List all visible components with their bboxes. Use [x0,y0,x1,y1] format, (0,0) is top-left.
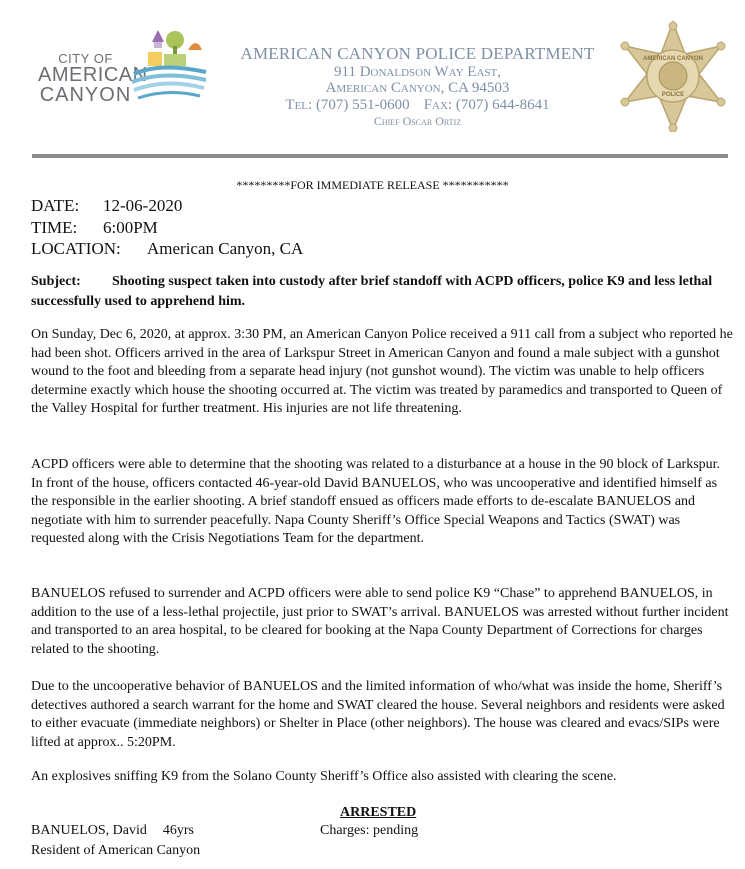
location-value: American Canyon, CA [147,239,304,258]
police-badge-star-icon [617,20,729,132]
city-of-american-canyon-logo [30,22,210,122]
department-letterhead [220,45,615,128]
location-label: LOCATION: [31,239,121,258]
immediate-release-banner: *********FOR IMMEDIATE RELEASE *********** [236,178,509,192]
city-logo-line1: CITY OF [58,51,113,66]
police-chief-name: Chief Oscar Ortiz [373,114,462,129]
time-value: 6:00PM [103,218,158,237]
arrestee-residence: Resident of American Canyon [31,843,201,858]
arrestee-age: 46yrs [162,823,195,838]
department-name: AMERICAN CANYON POLICE DEPARTMENT [240,44,595,63]
subject-label: Subject: [31,274,81,289]
date-value: 12-06-2020 [103,196,183,215]
header-divider [32,154,728,158]
badge-bottom-text: POLICE [661,92,685,98]
subject-text: Shooting suspect taken into custody after brief standoff with ACPD officers, police K9 and less lethal successfully used to apprehend him. [31,274,713,309]
body-paragraph: BANUELOS refused to surrender and ACPD officers were able to send police K9 “Chase” to apprehend BANUELOS, in addition to the use of a less-lethal projectile, just prior to SWAT’s arrival. BANUELOS was arrested without further incident and transported to an area hospital, to be cleared for booking at the Napa County Department of Corrections for charges related to the shooting. [31,586,729,657]
badge-top-text: AMERICAN CANYON [643,56,703,62]
city-logo-wordmark [38,51,148,106]
body-paragraph: ACPD officers were able to determine that the shooting was related to a disturbance at a house in the 90 block of Larkspur. In front of the house, officers contacted 46-year-old David BANUELOS, who was uncooperative and identified himself as the responsible in the earlier shooting. A brief standoff ensued as officers made efforts to de-escalate BANUELOS and negotiate with him to surrender peacefully. Napa County Sheriff’s Office Special Weapons and Tactics (SWAT) was requested along with the Crisis Negotiations Team for the department. [31,457,721,547]
subject-line [31,272,731,312]
date-field [31,196,182,216]
address-line-1: 911 Donaldson Way East, [334,63,501,80]
arrestee-name: BANUELOS, David [31,823,147,838]
city-logo-emblem-icon [130,22,210,122]
body-paragraph: On Sunday, Dec 6, 2020, at approx. 3:30 PM, an American Canyon Police received a 911 call from a subject who reported he had been shot. Officers arrived in the area of Larkspur Street in American Canyon and found a male subject with a gunshot wound to the foot and bleeding from a separate head injury (not gunshot wound). The victim was unable to help officers determine exactly which house the shooting occurred at. The victim was treated by paramedics and transported to Queen of the Valley Hospital for further treatment. His injuries are not life threatening. [31,327,733,417]
address-line-2: American Canyon, CA 94503 [325,80,510,97]
date-label: DATE: [31,196,80,215]
arrested-heading: ARRESTED [340,805,417,820]
location-field [31,239,303,259]
city-logo-line2: AMERICAN [38,64,148,86]
fax-number: Fax: (707) 644-8641 [423,96,550,113]
phone-fax-line [220,97,615,114]
arrestee-charges: Charges: pending [320,823,419,838]
telephone-number: Tel: (707) 551-0600 [285,96,410,113]
city-logo-line3: CANYON [39,84,132,106]
time-label: TIME: [31,218,78,237]
arrestee-name-line [31,823,194,839]
time-field [31,218,158,238]
body-paragraph: Due to the uncooperative behavior of BANUELOS and the limited information of who/what was inside the home, Sheriff’s detectives authored a search warrant for the home and SWAT cleared the house. Several neighbors and residents were asked to either evacuate (immediate neighbors) or Shelter in Place (other neighbors). The house was cleared and evacs/SIPs were lifted at approx.. 5:20PM. [31,679,725,750]
body-paragraph: An explosives sniffing K9 from the Solano County Sheriff’s Office also assisted with clearing the scene. [31,769,617,784]
